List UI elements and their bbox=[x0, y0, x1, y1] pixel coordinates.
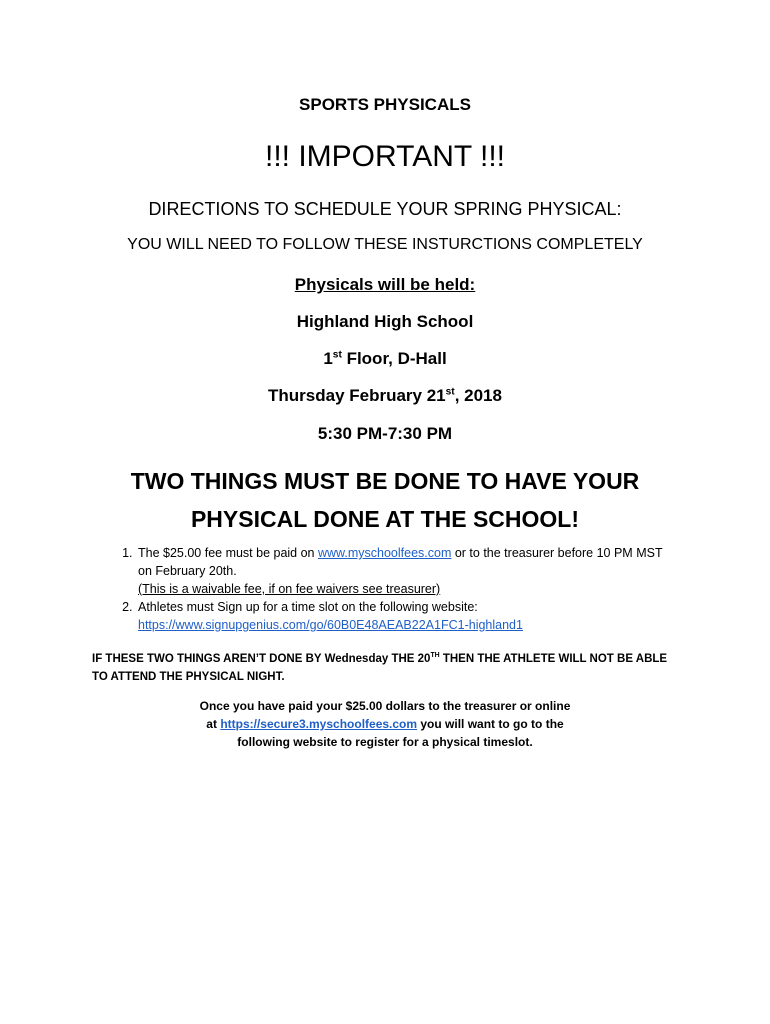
floor-text: Floor, D-Hall bbox=[341, 349, 447, 368]
item1-note: (This is a waivable fee, if on fee waivers see treasurer) bbox=[138, 582, 441, 596]
time-line: 5:30 PM-7:30 PM bbox=[317, 424, 453, 443]
location-line: Highland High School bbox=[296, 312, 474, 331]
date-suffix: st bbox=[445, 386, 455, 398]
warning-line2: TO ATTEND THE PHYSICAL NIGHT. bbox=[92, 671, 285, 683]
closing-line-2 bbox=[0, 715, 770, 733]
two-things-heading bbox=[0, 462, 770, 538]
two-things-line-2: PHYSICAL DONE AT THE SCHOOL! bbox=[190, 506, 580, 532]
warning-text-post: THEN THE ATHLETE WILL NOT BE ABLE bbox=[439, 653, 668, 665]
myschoolfees-link[interactable]: www.myschoolfees.com bbox=[318, 546, 452, 560]
warning-suffix: TH bbox=[430, 652, 440, 660]
closing-at: at bbox=[206, 717, 221, 731]
item1-text: The $25.00 fee must be paid on bbox=[138, 546, 318, 560]
two-things-line-1: TWO THINGS MUST BE DONE TO HAVE YOUR bbox=[130, 468, 640, 494]
item1-text-post: or to the treasurer before 10 PM MST bbox=[451, 546, 663, 560]
closing-line-1: Once you have paid your $25.00 dollars to the treasurer or online bbox=[199, 699, 571, 713]
document-title: SPORTS PHYSICALS bbox=[299, 95, 471, 114]
item2-text: Athletes must Sign up for a time slot on the following website: bbox=[138, 600, 478, 614]
closing-paragraph bbox=[0, 697, 770, 751]
important-heading: !!! IMPORTANT !!! bbox=[264, 140, 506, 173]
signupgenius-link[interactable]: https://www.signupgenius.com/go/60B0E48AEAB22A1FC1-highland1 bbox=[138, 618, 523, 632]
requirements-list bbox=[112, 544, 716, 634]
directions-heading: DIRECTIONS TO SCHEDULE YOUR SPRING PHYSICAL: bbox=[148, 199, 622, 219]
closing-line-3: following website to register for a physical timeslot. bbox=[237, 735, 533, 749]
instructions-line: YOU WILL NEED TO FOLLOW THESE INSTURCTIONS COMPLETELY bbox=[127, 236, 643, 253]
warning-text-pre: IF THESE TWO THINGS AREN’T DONE BY Wednesday THE 20 bbox=[92, 653, 431, 665]
closing-line-2-post: you will want to go to the bbox=[417, 717, 564, 731]
floor-suffix: st bbox=[332, 349, 342, 361]
floor-number: 1 bbox=[323, 349, 333, 368]
date-line bbox=[0, 386, 770, 406]
list-item bbox=[136, 544, 716, 598]
date-year: , 2018 bbox=[454, 386, 502, 405]
warning-text bbox=[92, 650, 692, 686]
list-item bbox=[136, 598, 716, 634]
floor-line bbox=[0, 349, 770, 369]
held-heading: Physicals will be held: bbox=[294, 275, 476, 294]
date-text: Thursday February 21 bbox=[268, 386, 446, 405]
item1-line2: on February 20th. bbox=[138, 564, 237, 578]
secure3-link[interactable]: https://secure3.myschoolfees.com bbox=[220, 717, 418, 731]
